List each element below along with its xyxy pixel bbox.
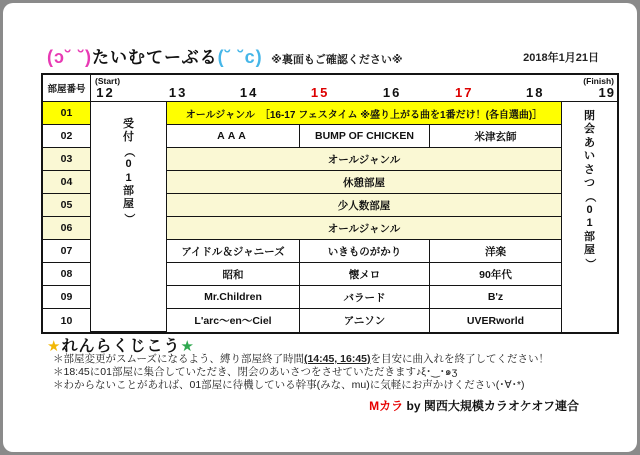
- hour-label-19: 19: [598, 85, 615, 100]
- timetable-cell: 洋楽: [430, 240, 562, 263]
- closing-greeting-label: 閉 会 あ い さ つ （ 0 1 部 屋 ）: [584, 110, 597, 270]
- star-icon: ★: [47, 338, 62, 355]
- room-number: 07: [43, 240, 91, 263]
- organizer-credit: [369, 397, 579, 414]
- room-number: 01: [43, 102, 91, 125]
- timetable-cell: いきものがかり: [300, 240, 430, 263]
- hour-label-14: 14: [239, 85, 259, 100]
- time-axis-header: [91, 75, 617, 102]
- hour-label-12: 12: [96, 85, 115, 100]
- hour-label-18: 18: [526, 85, 545, 100]
- timetable-cell: 少人数部屋: [167, 194, 562, 217]
- timetable-cell: 昭和: [167, 263, 300, 286]
- room-number: 02: [43, 125, 91, 148]
- timetable: [41, 73, 619, 334]
- finish-label: (Finish): [583, 76, 614, 86]
- page-title: [47, 43, 403, 68]
- note-line-3: ＊わからないことがあれば、01部屋に待機している幹事(みな、mu)に気軽にお声かけください(･∀･*): [53, 379, 525, 391]
- timetable-cell: B'z: [430, 286, 562, 309]
- organizer-name: by 関西大規模カラオケオフ連合: [403, 399, 579, 413]
- timetable-cell: BUMP OF CHICKEN: [300, 125, 430, 148]
- timetable-cell: オールジャンル: [167, 217, 562, 240]
- room-number: 05: [43, 194, 91, 217]
- timetable-cell: 休憩部屋: [167, 171, 562, 194]
- timetable-cell: 90年代: [430, 263, 562, 286]
- hour-label-15: 15: [310, 85, 330, 100]
- room-number: 08: [43, 263, 91, 286]
- timetable-cell: 米津玄師: [430, 125, 562, 148]
- room-number: 03: [43, 148, 91, 171]
- deadline-times: (14:45, 16:45): [303, 353, 371, 365]
- timetable-cell: オールジャンル ［16-17 フェスタイム ※盛り上がる曲を1番だけ！(各自選曲)］: [167, 102, 562, 125]
- timetable-cell: バラード: [300, 286, 430, 309]
- reception-label: 受 付 （ 0 1 部 屋 ）: [123, 118, 136, 225]
- backside-note: ※裏面もご確認ください※: [271, 54, 403, 66]
- room-number-header: 部屋番号: [43, 75, 91, 102]
- start-label: (Start): [95, 76, 121, 86]
- kaomoji-left: (ɔ˘ ˘): [47, 47, 92, 67]
- notes-heading-text: れんらくじこう: [61, 338, 181, 355]
- reception-cell: [91, 102, 167, 332]
- timetable-cell: オールジャンル: [167, 148, 562, 171]
- timetable-cell: アニソン: [300, 309, 430, 332]
- event-date: 2018年1月21日: [523, 52, 599, 64]
- title-text: たいむてーぶる: [92, 48, 218, 67]
- star-icon: ★: [180, 338, 195, 355]
- closing-greeting-cell: [562, 102, 617, 332]
- timetable-cell: UVERworld: [430, 309, 562, 332]
- room-number: 09: [43, 286, 91, 309]
- kaomoji-right: (˘ ˘c): [217, 47, 263, 67]
- timetable-cell: Mr.Children: [167, 286, 300, 309]
- timetable-cell: 懐メロ: [300, 263, 430, 286]
- hour-label-16: 16: [382, 85, 402, 100]
- paper-page: [3, 3, 637, 452]
- notes-list: [53, 353, 549, 392]
- hour-label-17: 17: [454, 85, 474, 100]
- room-number: 10: [43, 309, 91, 332]
- note-line-2: ＊18:45に01部屋に集合していただき、閉会のあいさつをさせていただきます♪ξ･‿･๑ʒ: [53, 366, 458, 378]
- timetable-cell: アイドル＆ジャニーズ: [167, 240, 300, 263]
- note-line-1: ＊部屋変更がスムーズになるよう、縛り部屋終了時間(14:45, 16:45)を目安に曲入れを終了してください！: [53, 353, 549, 365]
- brand-name: Mカラ: [369, 399, 404, 413]
- room-number: 04: [43, 171, 91, 194]
- room-number: 06: [43, 217, 91, 240]
- timetable-cell: L'arc～en～Ciel: [167, 309, 300, 332]
- timetable-cell: AAA: [167, 125, 300, 148]
- hour-label-13: 13: [168, 85, 188, 100]
